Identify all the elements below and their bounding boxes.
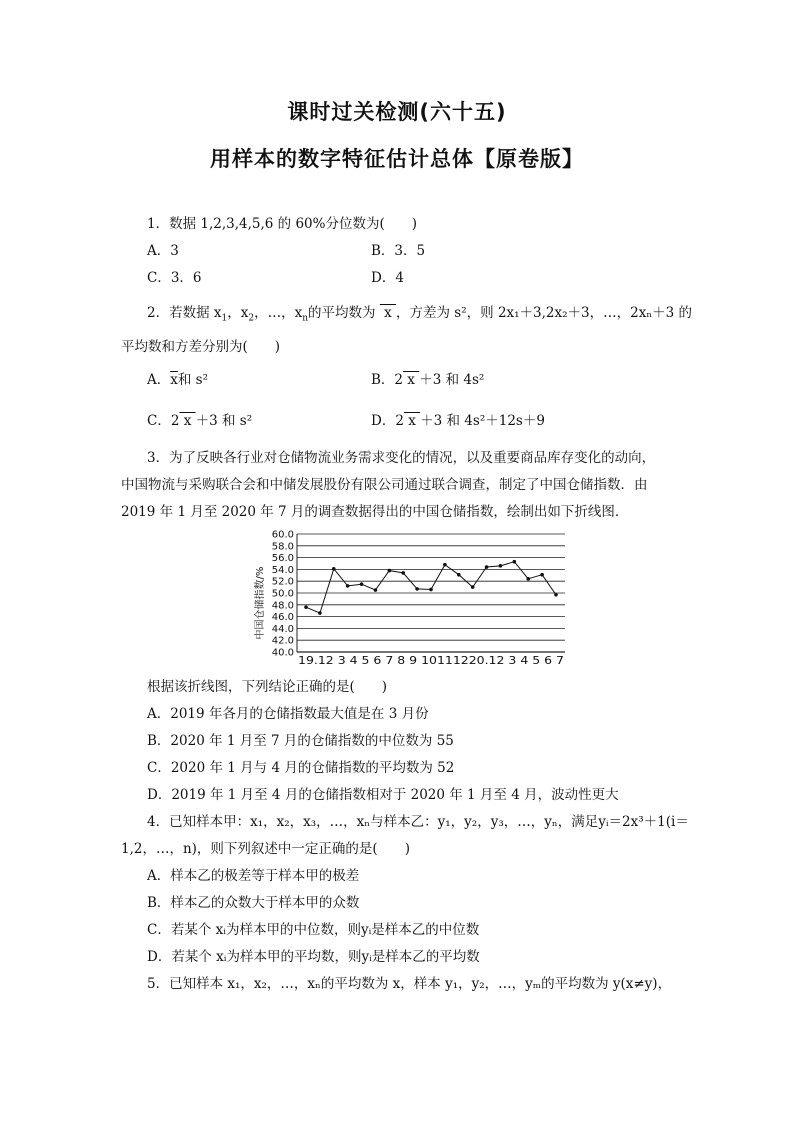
q2-stem-post: ，方差为 s²，则 2x₁＋3,2x₂＋3，…，2xₙ＋3 的	[396, 305, 693, 321]
q4-option-d: D．若某个 xᵢ为样本甲的平均数，则yᵢ是样本乙的平均数	[147, 949, 480, 965]
warehouse-index-line-chart	[252, 528, 582, 670]
q4-option-b: B．样本乙的众数大于样本甲的众数	[147, 895, 360, 911]
data-point-2	[485, 565, 489, 569]
y-tick-label: 54.0	[271, 564, 294, 576]
data-point-7	[388, 569, 392, 573]
q4-stem-line1: 4．已知样本甲：x₁，x₂，x₃，…，xₙ与样本乙：y₁，y₂，y₃，…，yₙ，满足yᵢ＝2x³＋1(i＝	[147, 814, 689, 830]
q4-stem-line2: 1,2，…，n)，则下列叙述中一定正确的是( )	[121, 841, 410, 857]
y-tick-labels	[272, 530, 294, 659]
q3-option-a: A．2019 年各月的仓储指数最大值是在 3 月份	[147, 706, 429, 722]
y-tick-label: 46.0	[271, 612, 294, 624]
q3-option-d: D．2019 年 1 月至 4 月的仓储指数相对于 2020 年 1 月至 4 月，波动性更大	[147, 787, 619, 803]
q1-option-d: D．4	[371, 270, 404, 286]
q3-option-b: B．2020 年 1 月至 7 月的仓储指数的中位数为 55	[147, 733, 454, 749]
y-axis-label: 中国仓储指数/%	[255, 566, 266, 640]
y-tick-label: 42.0	[271, 635, 294, 647]
q2-stem-mid: 的平均数为	[308, 305, 376, 321]
q2-option-d: D．2 x ＋3 和 4s²＋12s＋9	[371, 413, 545, 429]
q3-option-c: C．2020 年 1 月与 4 月的仓储指数的平均数为 52	[147, 760, 455, 776]
q2-option-c: C．2 x ＋3 和 s²	[147, 413, 253, 429]
data-point-19.1	[304, 605, 308, 609]
data-point-3	[499, 564, 503, 568]
y-tick-label: 60.0	[271, 529, 294, 541]
data-point-8	[401, 571, 405, 575]
data-point-6	[540, 573, 544, 577]
q2-stem-line2: 平均数和方差分别为( )	[121, 339, 281, 355]
page-subtitle: 用样本的数字特征估计总体【原卷版】	[210, 147, 584, 171]
data-point-4	[346, 584, 350, 588]
y-tick-label: 40.0	[271, 647, 294, 659]
data-point-11	[443, 563, 447, 567]
y-tick-label: 48.0	[271, 600, 294, 612]
data-point-20.1	[471, 585, 475, 589]
y-tick-label: 56.0	[271, 553, 294, 565]
q4-option-a: A．样本乙的极差等于样本甲的极差	[147, 868, 360, 884]
data-point-6	[374, 588, 378, 592]
data-point-3	[332, 567, 336, 571]
q1-stem: 1．数据 1,2,3,4,5,6 的 60%分位数为( )	[147, 216, 417, 232]
data-point-4	[513, 560, 517, 564]
data-point-7	[554, 593, 558, 597]
q4-option-c: C．若某个 xᵢ为样本甲的中位数，则yᵢ是样本乙的中位数	[147, 922, 480, 938]
series-line	[304, 560, 558, 615]
data-point-5	[526, 577, 530, 581]
q2-stem-pre: 2．若数据 x	[147, 305, 222, 321]
q2-option-a: A．$\overline{x}$和 s²	[147, 372, 209, 388]
chart-grid	[297, 534, 565, 652]
q2-option-b: B．2 x ＋3 和 4s²	[371, 372, 485, 388]
q3-stem-line1: 3．为了反映各行业对仓储物流业务需求变化的情况，以及重要商品库存变化的动向，	[147, 450, 656, 466]
data-point-12	[457, 573, 461, 577]
y-tick-label: 44.0	[271, 623, 294, 635]
data-point-9	[415, 587, 419, 591]
data-point-5	[360, 582, 364, 586]
q2-stem: 2．若数据 $x_1$，$x_2$，…，$x_n$的平均数为 x ，方差为 s²，则 2x₁＋3,2x₂＋3，…，2xₙ＋3 的	[147, 305, 693, 324]
q3-stem-line2: 中国物流与采购联合会和中储发展股份有限公司通过联合调查，制定了中国仓储指数．由	[121, 477, 648, 493]
q1-option-c: C．3．6	[147, 270, 202, 286]
data-point-10	[429, 588, 433, 592]
q1-option-a: A．3	[147, 243, 179, 259]
q3-stem-line3: 2019 年 1 月至 2020 年 7 月的调查数据得出的中国仓储指数，绘制出如下折线图．	[121, 504, 629, 520]
y-tick-label: 58.0	[271, 541, 294, 553]
y-tick-label: 52.0	[271, 576, 294, 588]
data-point-2	[318, 611, 322, 615]
y-tick-label: 50.0	[271, 588, 294, 600]
q3-prompt: 根据该折线图，下列结论正确的是( )	[147, 679, 388, 695]
x-tick-labels: 19.12 3 4 5 6 7 8 9 10111220.12 3 4 5 6 7	[298, 655, 564, 667]
q5-stem-line1: 5．已知样本 x₁，x₂，…，xₙ的平均数为 x，样本 y₁，y₂，…，yₘ的平均数为 y(x≠y)，	[147, 976, 672, 992]
page-title: 课时过关检测(六十五)	[287, 100, 507, 124]
q1-option-b: B．3．5	[371, 243, 426, 259]
